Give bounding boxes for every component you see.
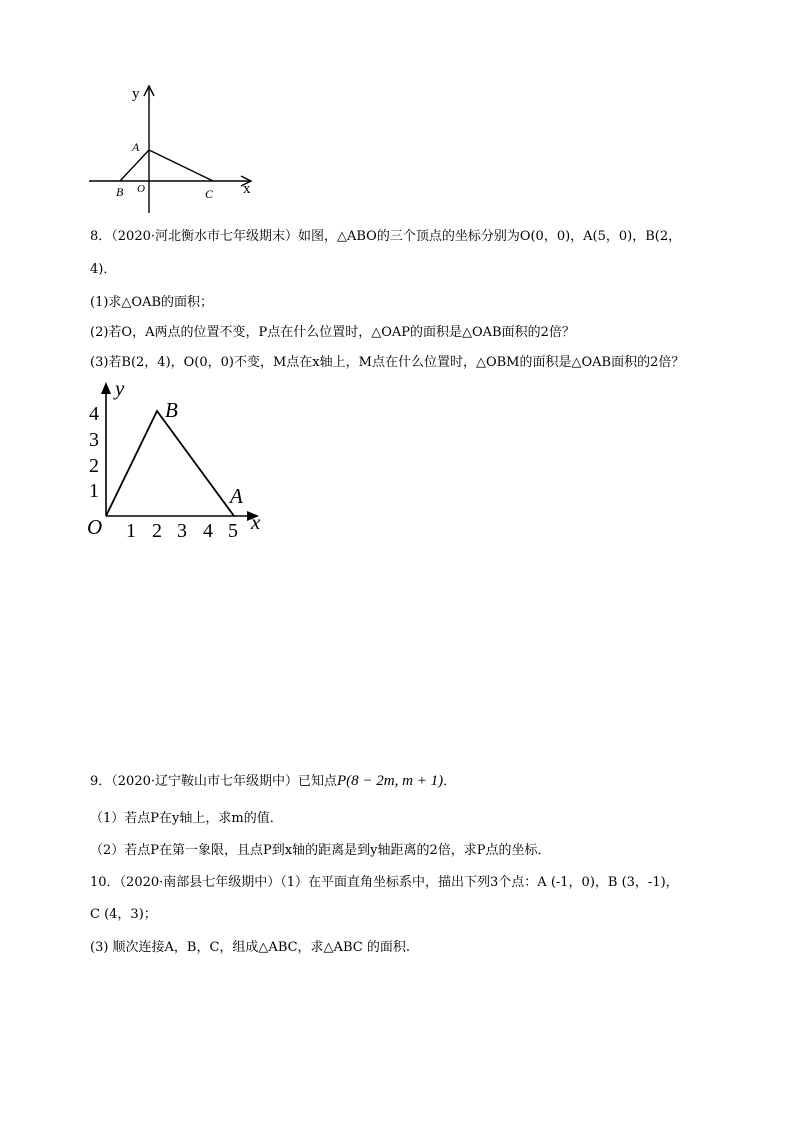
q8-part-2: (2)若O，A两点的位置不变，P点在什么位置时，△OAP的面积是△OAB面积的2倍？ [90, 325, 575, 340]
fig2-point-a-label: A [230, 484, 243, 508]
fig2-y-tick-4: 4 [89, 403, 99, 425]
q8-line-1: 8．（2020·河北衡水市七年级期末）如图，△ABO的三个顶点的坐标分别为O(0，0)，A(5，0)，B(2， [90, 229, 682, 244]
fig2-x-tick-5: 5 [228, 520, 238, 542]
fig1-triangle [120, 150, 213, 181]
q9-part-2: （2）若点P在第一象限，且点P到x轴的距离是到y轴距离的2倍，求P点的坐标． [90, 843, 551, 858]
fig2-y-arrow [101, 382, 111, 394]
fig2-y-label: y [115, 378, 125, 400]
q9-stem-end: ． [443, 774, 457, 789]
fig1-point-a-label: A [132, 140, 140, 154]
fig2-triangle [106, 411, 234, 516]
q8-part-3: (3)若B(2，4)，O(0，0)不变，M点在x轴上，M点在什么位置时，△OBM的面积是△OAB面积的2倍？ [90, 355, 685, 370]
q8-part-1: (1)求△OAB的面积； [90, 295, 214, 310]
figure-2-triangle-oab [85, 378, 275, 543]
q10-line-2: C (4，3)； [90, 907, 157, 922]
fig2-x-label: x [251, 510, 261, 534]
q9-point-expression: P(8 − 2m, m + 1) [337, 773, 444, 789]
fig2-x-tick-1: 1 [126, 520, 136, 542]
fig2-x-tick-2: 2 [152, 520, 162, 542]
fig2-x-tick-3: 3 [177, 520, 187, 542]
fig2-point-b-label: B [165, 398, 178, 422]
fig1-point-b-label: B [116, 185, 124, 199]
fig1-y-label: y [132, 86, 140, 102]
fig1-x-label: x [243, 181, 251, 197]
figure-1-coordinate-diagram [85, 80, 265, 220]
fig2-x-tick-4: 4 [203, 520, 213, 542]
q9-line-1 [90, 772, 456, 791]
fig1-origin-label: O [137, 183, 145, 195]
q8-line-2: 4)． [90, 262, 117, 277]
fig1-point-c-label: C [205, 187, 214, 201]
q9-part-1: （1）若点P在y轴上，求m的值． [90, 811, 283, 826]
q10-part-3: (3) 顺次连接A，B，C，组成△ABC，求△ABC 的面积. [90, 940, 410, 955]
q9-stem: 9．（2020·辽宁鞍山市七年级期中）已知点 [90, 774, 337, 789]
fig2-y-tick-3: 3 [89, 429, 99, 451]
q10-line-1: 10．（2020·南部县七年级期中）（1）在平面直角坐标系中，描出下列3个点：A (-1，0)，B (3，-1)， [90, 875, 679, 890]
fig2-y-tick-2: 2 [89, 455, 99, 477]
fig2-y-tick-1: 1 [89, 480, 99, 502]
fig2-origin-label: O [87, 515, 103, 539]
